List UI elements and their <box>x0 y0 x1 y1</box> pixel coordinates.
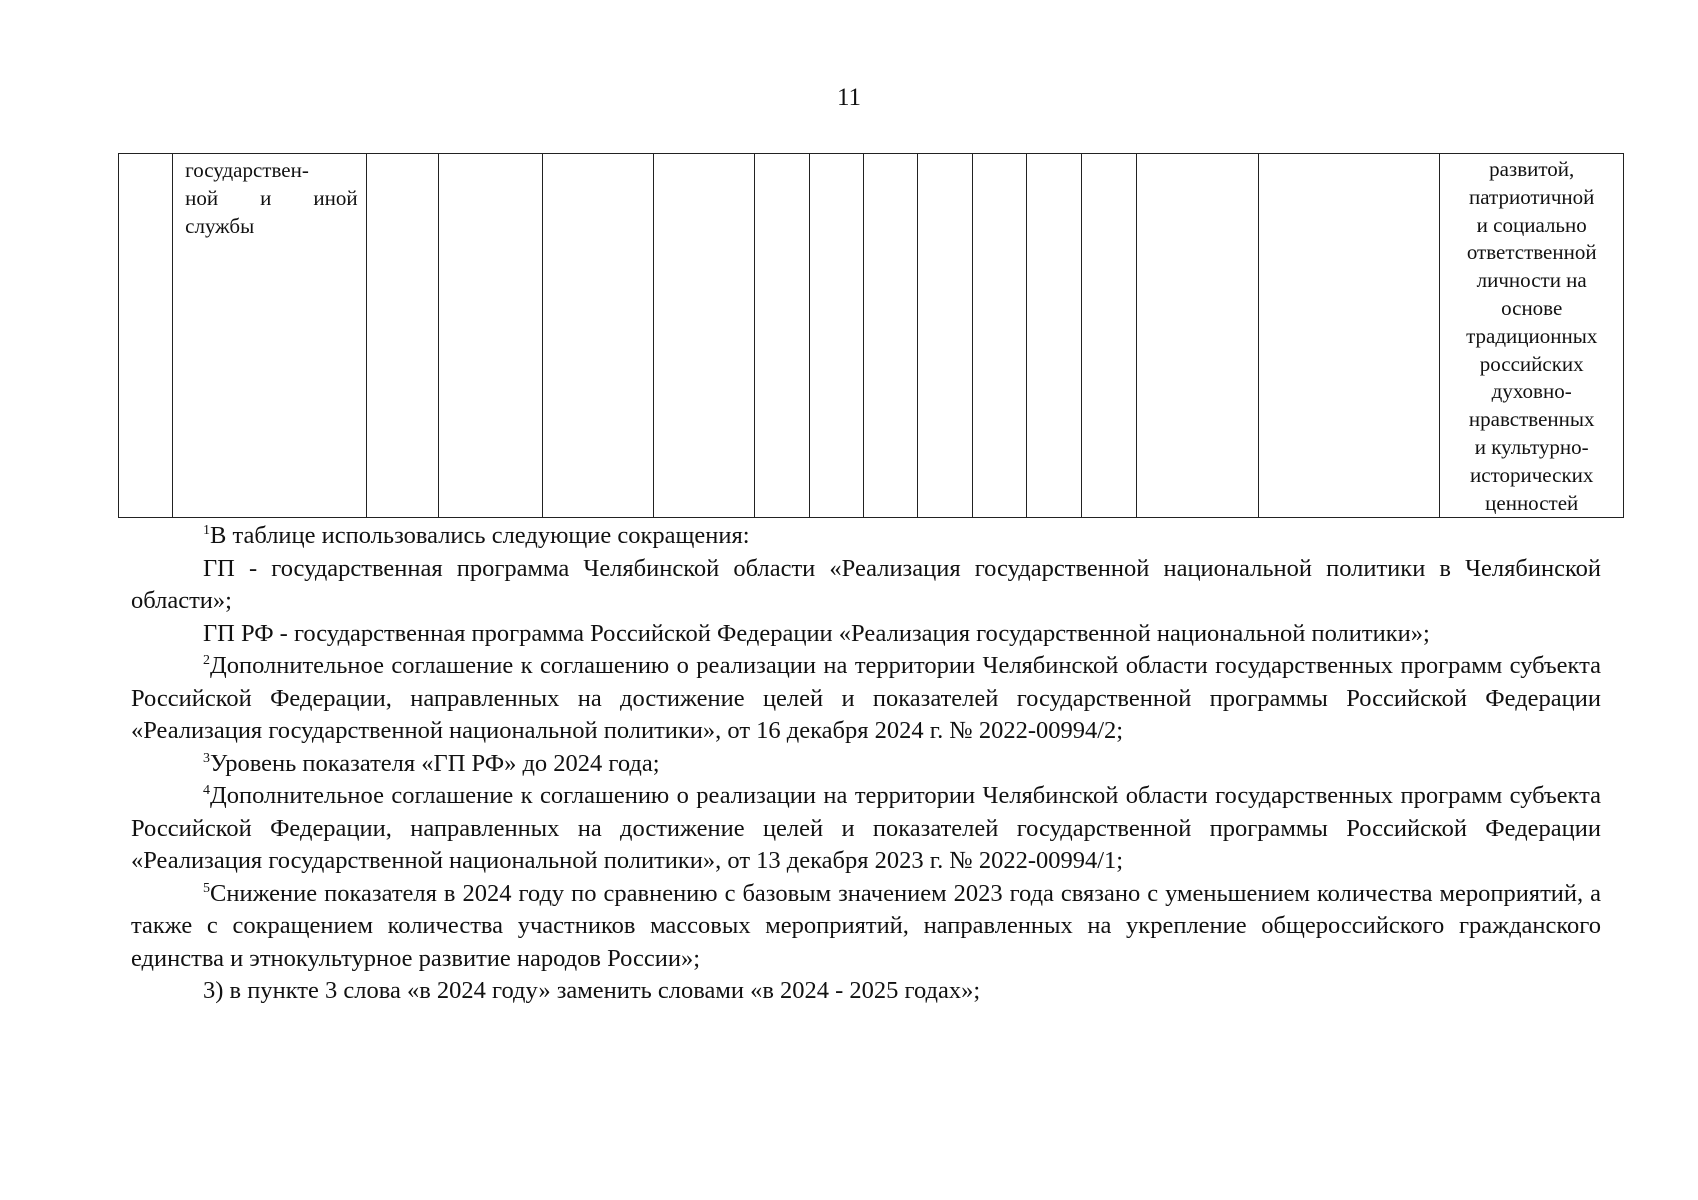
table-cell <box>918 154 973 518</box>
cell-line: ценностей <box>1485 490 1579 515</box>
table-row <box>119 154 1624 518</box>
cell-line: развитой, <box>1489 157 1575 181</box>
footnote-mark: 5 <box>203 880 210 896</box>
cell-line: традиционных <box>1466 323 1598 348</box>
cell-line: основе <box>1501 295 1563 320</box>
cell-line: государствен- <box>185 158 309 182</box>
cell-line: духовно- <box>1491 379 1572 404</box>
cell-line: патриотичной <box>1469 184 1595 209</box>
cell-line: российских <box>1479 351 1584 376</box>
cell-line: службы <box>185 213 255 238</box>
table-cell <box>1082 154 1136 518</box>
table-cell-indicator-name <box>173 154 367 518</box>
table-cell <box>543 154 654 518</box>
footnote-3 <box>131 748 1601 781</box>
cell-line: и культурно- <box>1474 434 1589 459</box>
table-cell <box>1027 154 1082 518</box>
indicators-table-continuation <box>118 153 1624 518</box>
footnote-2 <box>131 650 1601 748</box>
cell-line: нравственных <box>1468 407 1595 432</box>
table-cell <box>1258 154 1439 518</box>
table-cell <box>438 154 542 518</box>
footnote-mark: 1 <box>203 523 210 538</box>
table-cell <box>654 154 754 518</box>
cell-line: личности на <box>1476 268 1587 293</box>
footnote-1 <box>131 520 1601 553</box>
cell-line: ответственной <box>1466 240 1597 265</box>
page-number: 11 <box>836 84 862 111</box>
footnote-text: Снижение показателя в 2024 году по сравнению с базовым значением 2023 года связано с уменьшением количества мероприятий, а также с сокращением количества участников массовых мероприятий, направленных на укрепление общероссийского гражданского единства и этнокультурное развитие народов России»; <box>131 879 1601 972</box>
table-cell <box>1136 154 1258 518</box>
footnote-text: Уровень показателя «ГП РФ» до 2024 года; <box>210 749 660 777</box>
footnote-mark: 4 <box>203 783 210 798</box>
amendment-item-3: 3) в пункте 3 слова «в 2024 году» заменить словами «в 2024 - 2025 годах»; <box>203 977 981 1004</box>
table-cell-goal-link <box>1440 154 1624 518</box>
footnote-text: В таблице использовались следующие сокращения: <box>210 522 750 549</box>
table-cell <box>366 154 438 518</box>
cell-line: ной и иной <box>185 185 358 210</box>
table-cell-number <box>119 154 173 518</box>
footnote-mark: 2 <box>203 653 210 668</box>
cell-line: исторических <box>1470 462 1594 487</box>
table-cell <box>754 154 809 518</box>
footnote-4 <box>131 780 1601 878</box>
footnote-text: Дополнительное соглашение к соглашению о реализации на территории Челябинской области государственных программ субъекта Российской Федерации, направленных на достижение целей и показателей государственной программы Российской Федерации «Реализация государственной национальной политики», от 16 декабря 2024 г. № 2022-00994/2; <box>131 652 1601 744</box>
footnote-5 <box>131 878 1601 976</box>
cell-line: и социально <box>1476 212 1587 237</box>
footnote-text: Дополнительное соглашение к соглашению о реализации на территории Челябинской области государственных программ субъекта Российской Федерации, направленных на достижение целей и показателей государственной программы Российской Федерации «Реализация государственной национальной политики», от 13 декабря 2023 г. № 2022-00994/1; <box>131 782 1601 874</box>
abbreviation-gp: ГП - государственная программа Челябинской области «Реализация государственной национальной политики в Челябинской области»; <box>131 554 1601 614</box>
table-cell <box>863 154 917 518</box>
table-cell <box>809 154 863 518</box>
abbreviation-gp-rf: ГП РФ - государственная программа Российской Федерации «Реализация государственной национальной политики»; <box>203 619 1430 647</box>
footnotes <box>131 520 1601 1008</box>
footnote-mark: 3 <box>203 750 210 766</box>
table-cell <box>973 154 1027 518</box>
